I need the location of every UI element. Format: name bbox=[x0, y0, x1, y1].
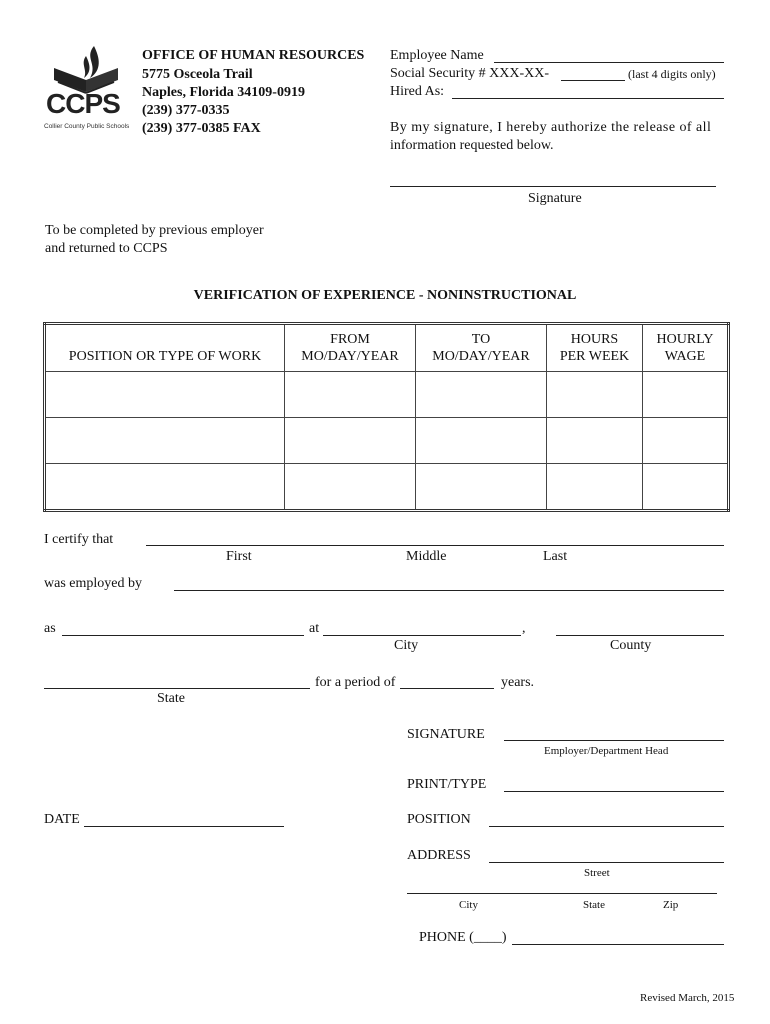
period-label: for a period of bbox=[315, 675, 396, 690]
header-from-line1: FROM bbox=[330, 332, 370, 347]
header-position-line1: POSITION OR TYPE OF WORK bbox=[68, 349, 262, 364]
certify-intro: I certify that bbox=[44, 532, 114, 547]
table-row bbox=[45, 418, 729, 464]
header-from-line2: MO/DAY/YEAR bbox=[301, 349, 399, 364]
employer-signature-field[interactable] bbox=[504, 740, 724, 741]
table-cell[interactable] bbox=[285, 372, 416, 418]
office-fax: (239) 377-0385 FAX bbox=[142, 121, 261, 136]
table-cell[interactable] bbox=[547, 372, 643, 418]
header-hours-line1: HOURS bbox=[570, 332, 619, 347]
table-cell[interactable] bbox=[416, 464, 547, 511]
revised-date: Revised March, 2015 bbox=[640, 992, 735, 1004]
header-hours bbox=[547, 324, 643, 372]
hired-as-field[interactable] bbox=[452, 98, 724, 99]
table-cell[interactable] bbox=[547, 418, 643, 464]
employer-field[interactable] bbox=[174, 590, 724, 591]
table-cell[interactable] bbox=[285, 418, 416, 464]
years-field[interactable] bbox=[400, 688, 494, 689]
print-type-label: PRINT/TYPE bbox=[407, 777, 487, 792]
header-from bbox=[285, 324, 416, 372]
table-cell[interactable] bbox=[547, 464, 643, 511]
phone-label: PHONE (____) bbox=[419, 930, 507, 945]
instructions-line2: and returned to CCPS bbox=[45, 241, 168, 256]
header-to-line2: MO/DAY/YEAR bbox=[432, 349, 530, 364]
employee-name-field[interactable] bbox=[494, 62, 724, 63]
employee-name-label: Employee Name bbox=[390, 48, 484, 63]
first-caption: First bbox=[226, 549, 252, 564]
table-cell[interactable] bbox=[416, 418, 547, 464]
at-label: at bbox=[309, 621, 320, 636]
ssn-label: Social Security # XXX-XX- bbox=[390, 66, 550, 81]
years-label: years. bbox=[501, 675, 535, 690]
header-wage bbox=[643, 324, 729, 372]
employee-signature-field[interactable] bbox=[390, 186, 716, 187]
header-to bbox=[416, 324, 547, 372]
address-label: ADDRESS bbox=[407, 848, 471, 863]
instructions-line1: To be completed by previous employer bbox=[45, 223, 264, 238]
ssn-field[interactable] bbox=[561, 80, 625, 81]
city-zip-caption-zip: Zip bbox=[663, 899, 679, 911]
state-field[interactable] bbox=[44, 688, 310, 689]
city-zip-caption-state: State bbox=[583, 899, 605, 911]
table-row bbox=[45, 464, 729, 511]
table-cell[interactable] bbox=[643, 372, 729, 418]
date-label: DATE bbox=[44, 812, 80, 827]
employee-signature-caption: Signature bbox=[528, 191, 582, 206]
county-caption: County bbox=[610, 638, 652, 653]
middle-caption: Middle bbox=[406, 549, 447, 564]
employer-signature-label: SIGNATURE bbox=[407, 727, 485, 742]
table-cell[interactable] bbox=[643, 464, 729, 511]
street-caption: Street bbox=[584, 867, 610, 879]
employee-fullname-field[interactable] bbox=[146, 545, 724, 546]
table-cell[interactable] bbox=[45, 418, 285, 464]
header-wage-line2: WAGE bbox=[664, 349, 706, 364]
employer-signature-caption: Employer/Department Head bbox=[544, 745, 669, 757]
logo-text: CCPS bbox=[46, 88, 120, 119]
header-to-line1: TO bbox=[471, 332, 491, 347]
position-title-field[interactable] bbox=[62, 635, 304, 636]
date-field[interactable] bbox=[84, 826, 284, 827]
hired-as-label: Hired As: bbox=[390, 84, 445, 99]
table-cell[interactable] bbox=[416, 372, 547, 418]
ssn-hint: (last 4 digits only) bbox=[628, 67, 716, 81]
authorization-line2: information requested below. bbox=[390, 138, 554, 153]
table-row bbox=[45, 372, 729, 418]
table-cell[interactable] bbox=[285, 464, 416, 511]
header-hours-line2: PER WEEK bbox=[559, 349, 630, 364]
form-title: VERIFICATION OF EXPERIENCE - NONINSTRUCTIONAL bbox=[193, 288, 577, 303]
authorization-line1: By my signature, I hereby authorize the release of all bbox=[390, 120, 712, 135]
last-caption: Last bbox=[543, 549, 568, 564]
position-label: POSITION bbox=[407, 812, 471, 827]
city-field[interactable] bbox=[323, 635, 521, 636]
office-name: OFFICE OF HUMAN RESOURCES bbox=[142, 48, 365, 63]
office-phone: (239) 377-0335 bbox=[142, 103, 230, 118]
city-caption: City bbox=[394, 638, 419, 653]
print-type-field[interactable] bbox=[504, 791, 724, 792]
address-city-state-zip-field[interactable] bbox=[407, 893, 717, 894]
office-city: Naples, Florida 34109-0919 bbox=[142, 85, 305, 100]
position-field[interactable] bbox=[489, 826, 724, 827]
table-cell[interactable] bbox=[643, 418, 729, 464]
employed-by-label: was employed by bbox=[44, 576, 142, 591]
table-header-row bbox=[45, 324, 729, 372]
state-caption: State bbox=[157, 691, 185, 706]
table-cell[interactable] bbox=[45, 464, 285, 511]
header-position bbox=[45, 324, 285, 372]
address-street-field[interactable] bbox=[489, 862, 724, 863]
office-street: 5775 Osceola Trail bbox=[142, 67, 253, 82]
experience-table bbox=[43, 322, 730, 512]
phone-field[interactable] bbox=[512, 944, 724, 945]
city-zip-caption-city: City bbox=[459, 899, 478, 911]
logo-subtitle: Collier County Public Schools bbox=[44, 123, 130, 130]
county-field[interactable] bbox=[556, 635, 724, 636]
header-wage-line1: HOURLY bbox=[656, 332, 714, 347]
table-cell[interactable] bbox=[45, 372, 285, 418]
city-comma: , bbox=[522, 621, 526, 636]
as-label: as bbox=[44, 621, 56, 636]
